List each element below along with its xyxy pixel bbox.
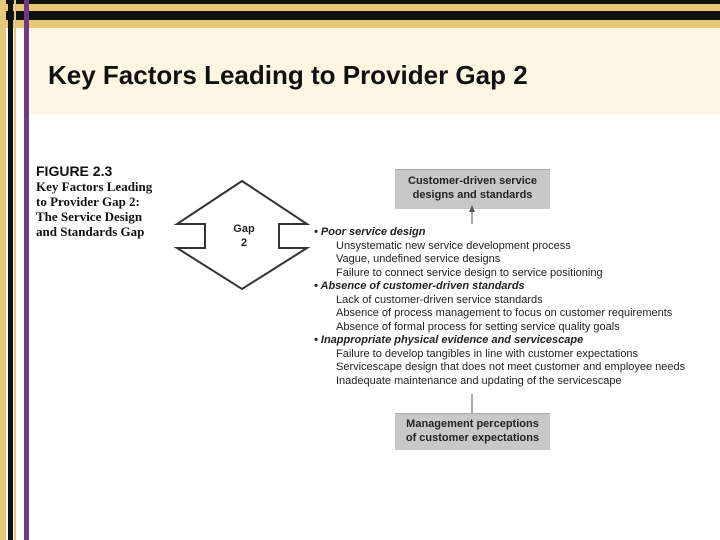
factor-heading: • Absence of customer-driven standards xyxy=(314,280,525,292)
top-box-line: designs and standards xyxy=(412,189,533,201)
left-bar-gold-thin xyxy=(14,0,16,540)
gap-double-arrow xyxy=(172,178,312,292)
factor-heading: • Inappropriate physical evidence and servicescape xyxy=(314,334,584,346)
top-box-line: Customer-driven service xyxy=(408,175,537,187)
caption-line: Key Factors Leading xyxy=(36,179,153,194)
factor-list xyxy=(314,226,685,388)
factor-item: Vague, undefined service designs xyxy=(336,253,501,265)
factor-item: Lack of customer-driven service standards xyxy=(336,293,543,306)
top-bar-gold xyxy=(0,4,720,11)
factor-item: Unsystematic new service development process xyxy=(336,239,571,252)
factor-item: Inadequate maintenance and updating of the servicescape xyxy=(336,374,622,387)
caption-line: The Service Design xyxy=(36,209,143,224)
figure-caption xyxy=(36,164,152,239)
figure-number: FIGURE 2.3 xyxy=(36,163,113,179)
left-bar-black xyxy=(8,0,13,540)
top-bar-black-2 xyxy=(0,11,720,20)
slide-title: Key Factors Leading to Provider Gap 2 xyxy=(48,60,528,90)
bottom-box-management-perceptions xyxy=(395,413,550,450)
caption-line: and Standards Gap xyxy=(36,224,145,239)
caption-line: to Provider Gap 2: xyxy=(36,194,140,209)
factor-item: Absence of formal process for setting service quality goals xyxy=(336,320,620,333)
factor-item: Absence of process management to focus on customer requirements xyxy=(336,307,673,319)
factor-item: Servicescape design that does not meet customer and employee needs xyxy=(336,361,686,373)
bottom-box-line: Management perceptions xyxy=(406,418,539,430)
top-box-customer-driven-designs xyxy=(395,169,550,209)
gap-arrow-shape xyxy=(177,181,307,289)
factor-heading: • Poor service design xyxy=(314,226,426,238)
gap-label-line2: 2 xyxy=(240,237,248,249)
bottom-box-line: of customer expectations xyxy=(405,432,540,444)
factor-item: Failure to develop tangibles in line with customer expectations xyxy=(336,347,639,360)
up-arrow-head xyxy=(469,205,475,212)
left-bar-gold xyxy=(0,0,6,540)
factor-item: Failure to connect service design to service positioning xyxy=(336,266,603,279)
top-bar-gold-2 xyxy=(0,20,720,28)
gap-label-line1: Gap xyxy=(233,223,255,235)
left-bar-purple xyxy=(24,0,29,540)
